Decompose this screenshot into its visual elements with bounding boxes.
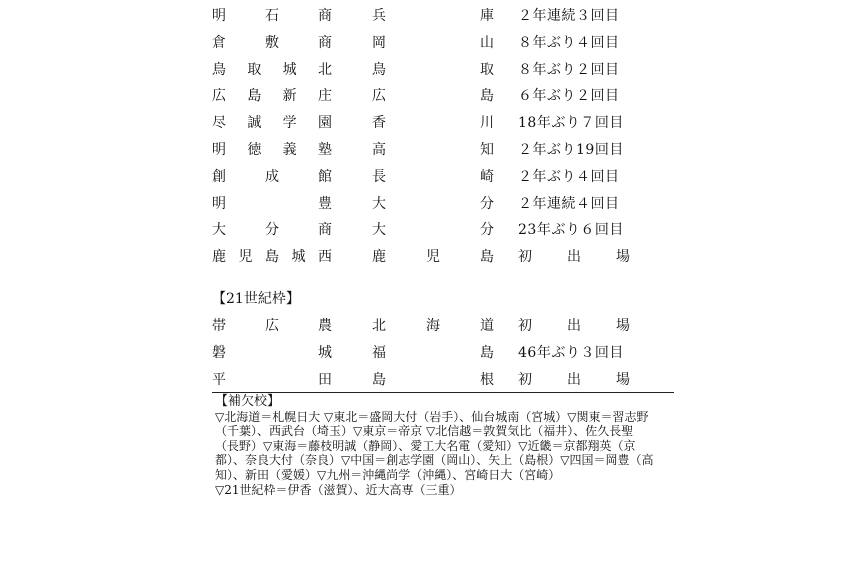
reserve-line: （千葉）、西武台（埼玉）▽東京＝帝京 ▽北信越＝敦賀気比（福井）、佐久長聖 — [215, 424, 634, 439]
appearance-record: 46年ぶり３回目 — [518, 344, 624, 361]
school-name: 帯 広 農 — [212, 318, 332, 334]
prefecture-name: 島 根 — [372, 371, 494, 388]
prefecture-name: 大 分 — [372, 222, 494, 239]
school-name: 明 徳 義 塾 — [212, 142, 332, 158]
school-row — [212, 6, 674, 26]
school-name: 平 田 — [212, 371, 332, 388]
appearance-record: ２年ぶり19回目 — [518, 142, 624, 158]
reserve-line: （長野）▽東海＝藤枝明誠（静岡）、愛工大名電（愛知）▽近畿＝京都翔英（京 — [215, 438, 636, 453]
school-name: 明 石 商 — [212, 8, 332, 24]
appearance-record: ２年ぶり４回目 — [518, 168, 620, 185]
reserve-line: ▽21世紀枠＝伊香（滋賀）、近大高専（三重） — [215, 482, 462, 497]
divider-line — [212, 392, 674, 393]
appearance-record: 初 出 場 — [518, 318, 630, 334]
school-name: 広 島 新 庄 — [212, 88, 332, 105]
appearance-record: ６年ぶり２回目 — [518, 88, 620, 105]
prefecture-name: 北 海 道 — [372, 318, 494, 334]
prefecture-name: 岡 山 — [372, 34, 494, 51]
school-name: 鹿 児 島 城 西 — [212, 249, 332, 266]
school-name: 倉 敷 商 — [212, 34, 332, 51]
school-name: 磐 城 — [212, 344, 332, 361]
school-row — [212, 343, 674, 363]
appearance-record: ２年連続４回目 — [518, 195, 620, 212]
school-row — [212, 247, 674, 267]
school-row — [212, 194, 674, 214]
school-name: 尽 誠 学 園 — [212, 115, 332, 132]
prefecture-name: 高 知 — [372, 142, 494, 158]
school-name: 鳥 取 城 北 — [212, 61, 332, 78]
reserve-line: 知）、新田（愛媛）▽九州＝沖縄尚学（沖縄）、宮崎日大（宮崎） — [215, 467, 561, 482]
prefecture-name: 広 島 — [372, 88, 494, 105]
school-row — [212, 140, 674, 160]
appearance-record: ２年連続３回目 — [518, 8, 620, 24]
school-row — [212, 86, 674, 106]
prefecture-name: 鳥 取 — [372, 61, 494, 78]
prefecture-name: 兵 庫 — [372, 8, 494, 24]
reserve-title: 【補欠校】 — [215, 394, 281, 409]
appearance-record: 初 出 場 — [518, 249, 630, 266]
reserve-line: ▽北海道＝札幌日大 ▽東北＝盛岡大付（岩手）、仙台城南（宮城）▽関東＝習志野 — [215, 409, 649, 424]
prefecture-name: 鹿 児 島 — [372, 249, 494, 266]
school-name: 大 分 商 — [212, 222, 332, 239]
school-row — [212, 167, 674, 187]
school-row — [212, 60, 674, 80]
appearance-record: 初 出 場 — [518, 371, 630, 388]
school-row — [212, 316, 674, 336]
school-row — [212, 370, 674, 390]
appearance-record: ８年ぶり２回目 — [518, 61, 620, 78]
appearance-record: ８年ぶり４回目 — [518, 34, 620, 51]
prefecture-name: 香 川 — [372, 115, 494, 132]
prefecture-name: 福 島 — [372, 344, 494, 361]
school-row — [212, 220, 674, 240]
appearance-record: 18年ぶり７回目 — [518, 115, 624, 132]
school-row — [212, 113, 674, 133]
prefecture-name: 長 崎 — [372, 168, 494, 185]
school-name: 創 成 館 — [212, 168, 332, 185]
prefecture-name: 大 分 — [372, 195, 494, 212]
reserve-schools-block — [215, 395, 677, 497]
reserve-line: 都）、奈良大付（奈良）▽中国＝創志学園（岡山）、矢上（島根）▽四国＝岡豊（高 — [215, 453, 654, 468]
section-21st-century-title: 【21世紀枠】 — [212, 291, 300, 307]
appearance-record: 23年ぶり６回目 — [518, 222, 624, 239]
school-row — [212, 33, 674, 53]
school-name: 明 豊 — [212, 195, 332, 212]
